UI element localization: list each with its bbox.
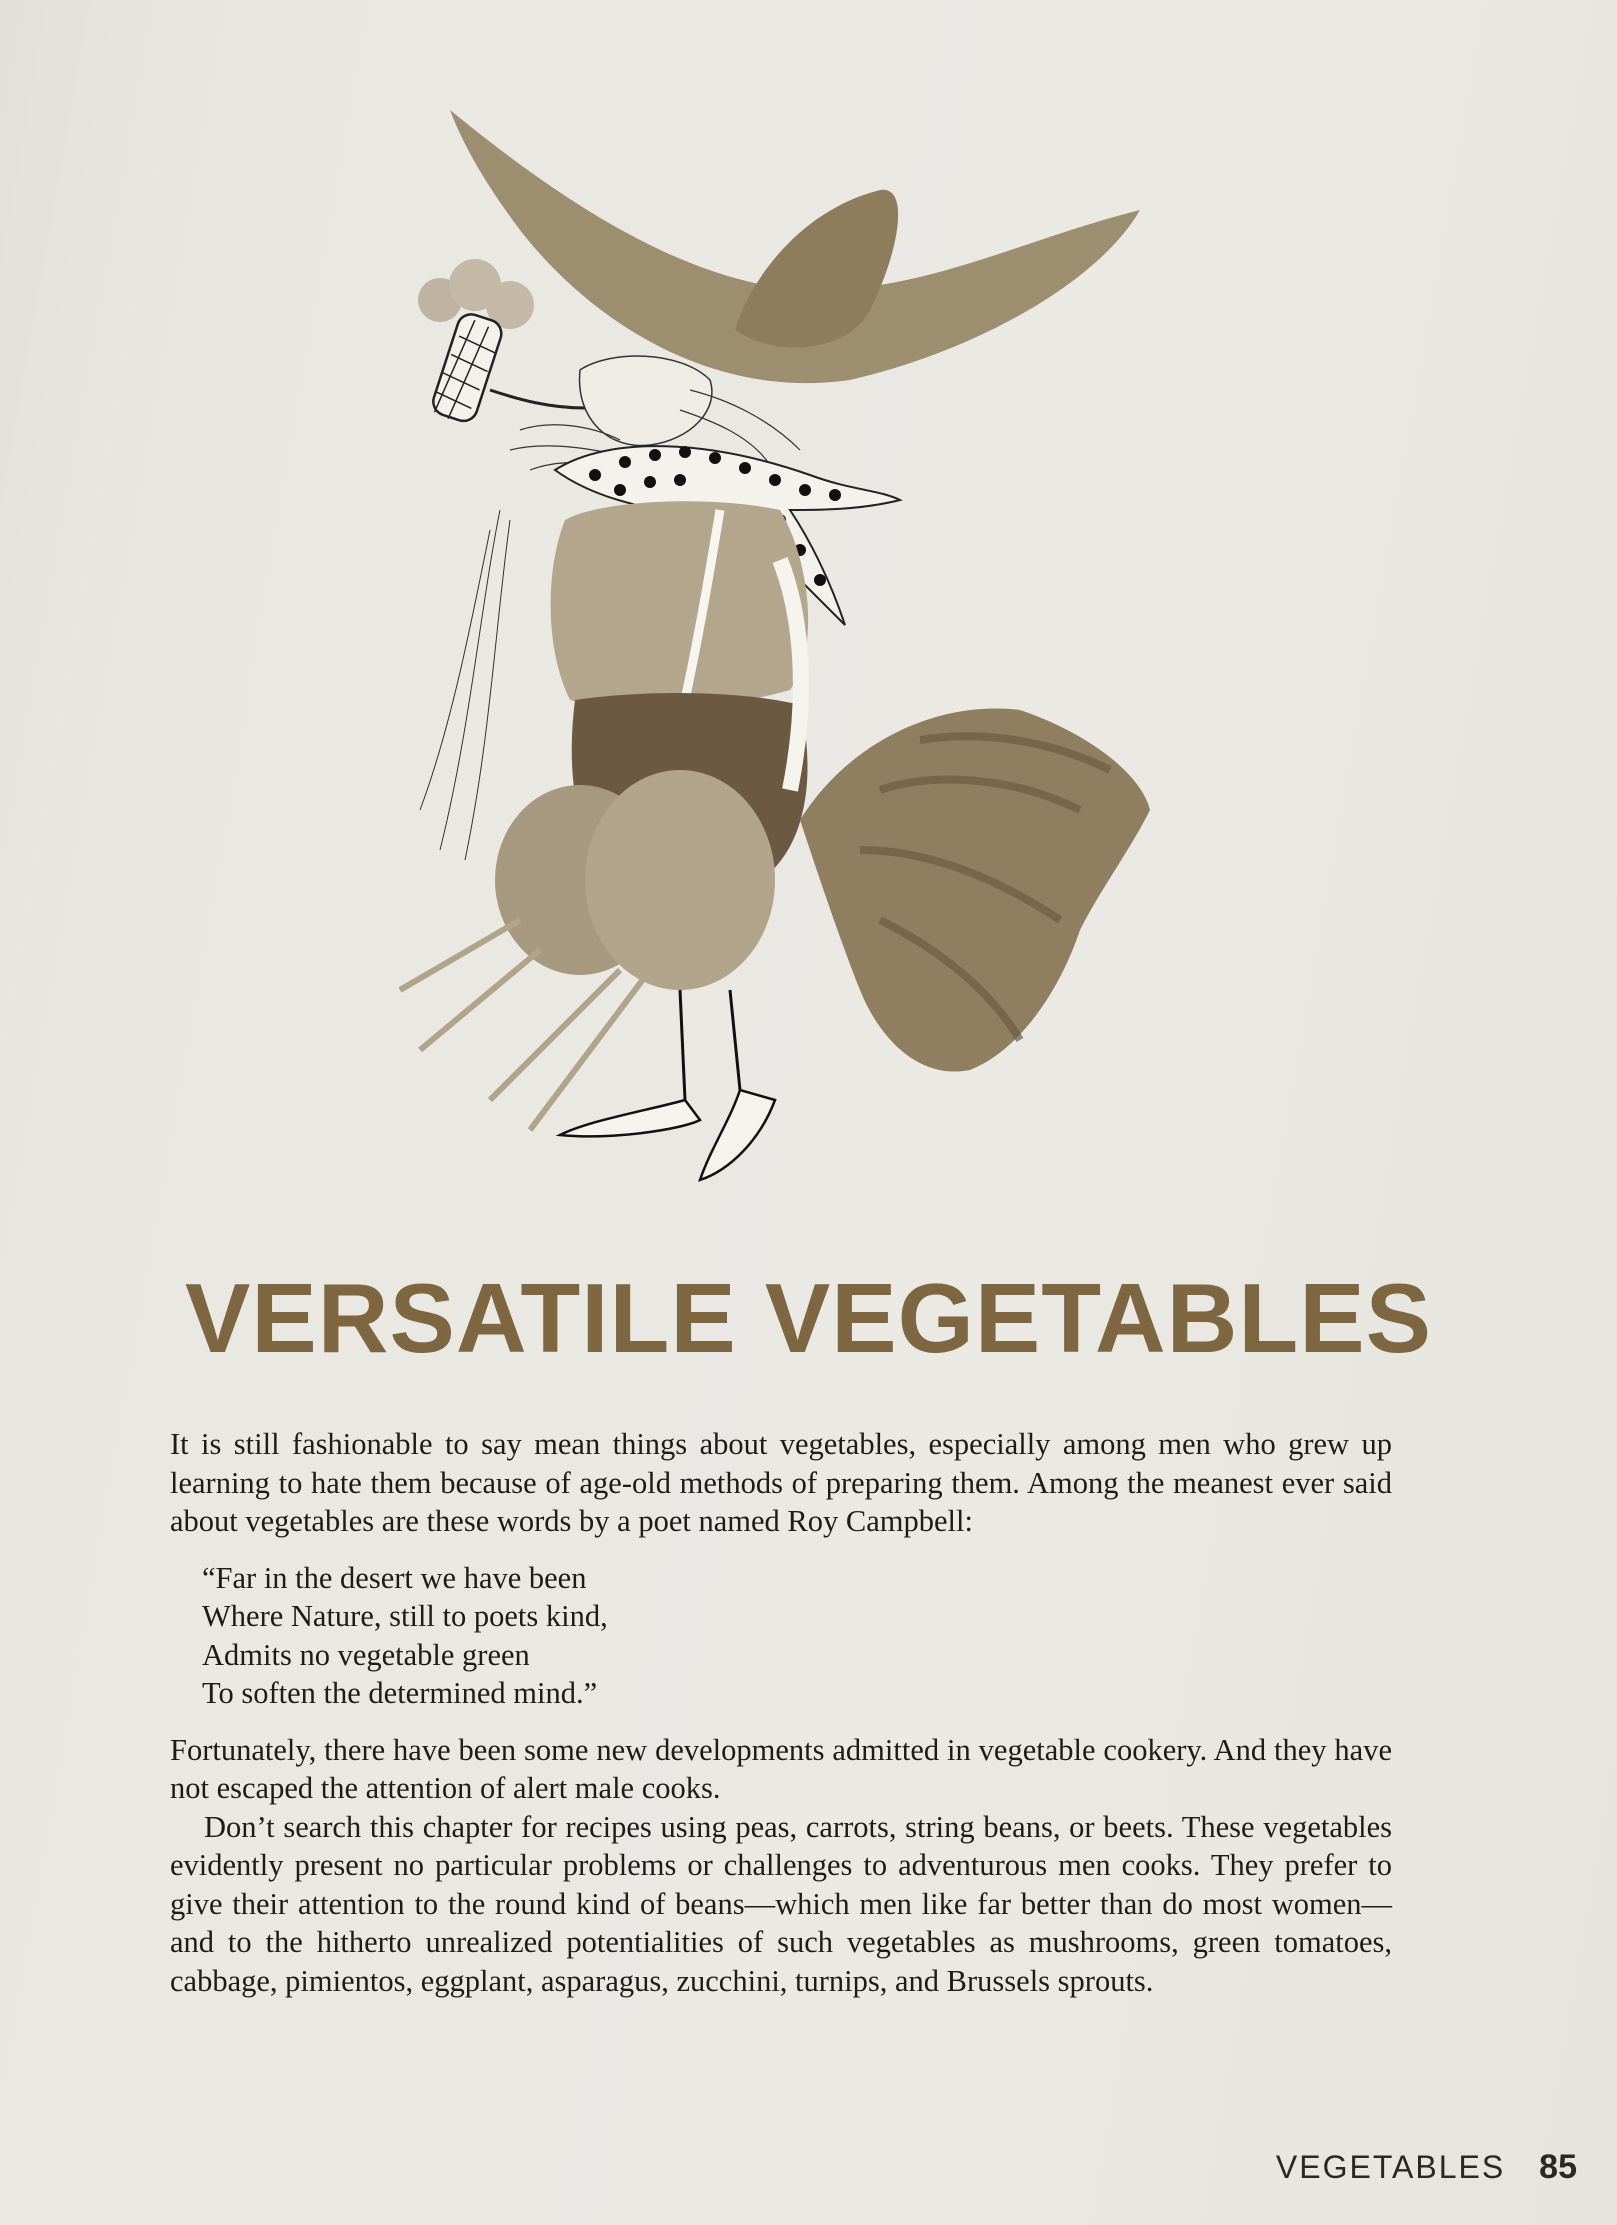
- page-footer: [1276, 2148, 1577, 2187]
- vegetable-man-drawing: [380, 90, 1200, 1190]
- footer-section-label: VEGETABLES: [1275, 2149, 1506, 2185]
- paragraph-3: Don’t search this chapter for recipes using peas, carrots, string beans, or beets. These vegetables evidently present no particular problems or challenges to adventurous men cooks. They prefer to give their attention to the round kind of beans—which men like far better than do most women—and to the hitherto unrealized potentialities of such vegetables as mushrooms, green tomatoes, cabbage, pimientos, eggplant, asparagus, zucchini, turnips, and Brussels sprouts.: [170, 1809, 1392, 1998]
- poem-quote: [202, 1559, 1392, 1713]
- intro-paragraph: It is still fashionable to say mean things about vegetables, especially among men who grew up learning to hate them because of age-old methods of preparing them. Among the meanest ever said about vegetables are these words by a poet named Roy Campbell:: [170, 1427, 1392, 1538]
- poem-line: To soften the determined mind.”: [202, 1676, 598, 1710]
- poem-line: Where Nature, still to poets kind,: [202, 1599, 608, 1633]
- chapter-title: VERSATILE VEGETABLES: [185, 1263, 1432, 1373]
- page-number: 85: [1539, 2148, 1577, 2186]
- poem-line: “Far in the desert we have been: [202, 1560, 587, 1595]
- vegetable-man-illustration: [380, 90, 1200, 1190]
- poem-line: Admits no vegetable green: [202, 1637, 530, 1672]
- chapter-body: [170, 1425, 1392, 2000]
- paragraph-2: Fortunately, there have been some new developments admitted in vegetable cookery. And they have not escaped the attention of alert male cooks.: [170, 1732, 1392, 1805]
